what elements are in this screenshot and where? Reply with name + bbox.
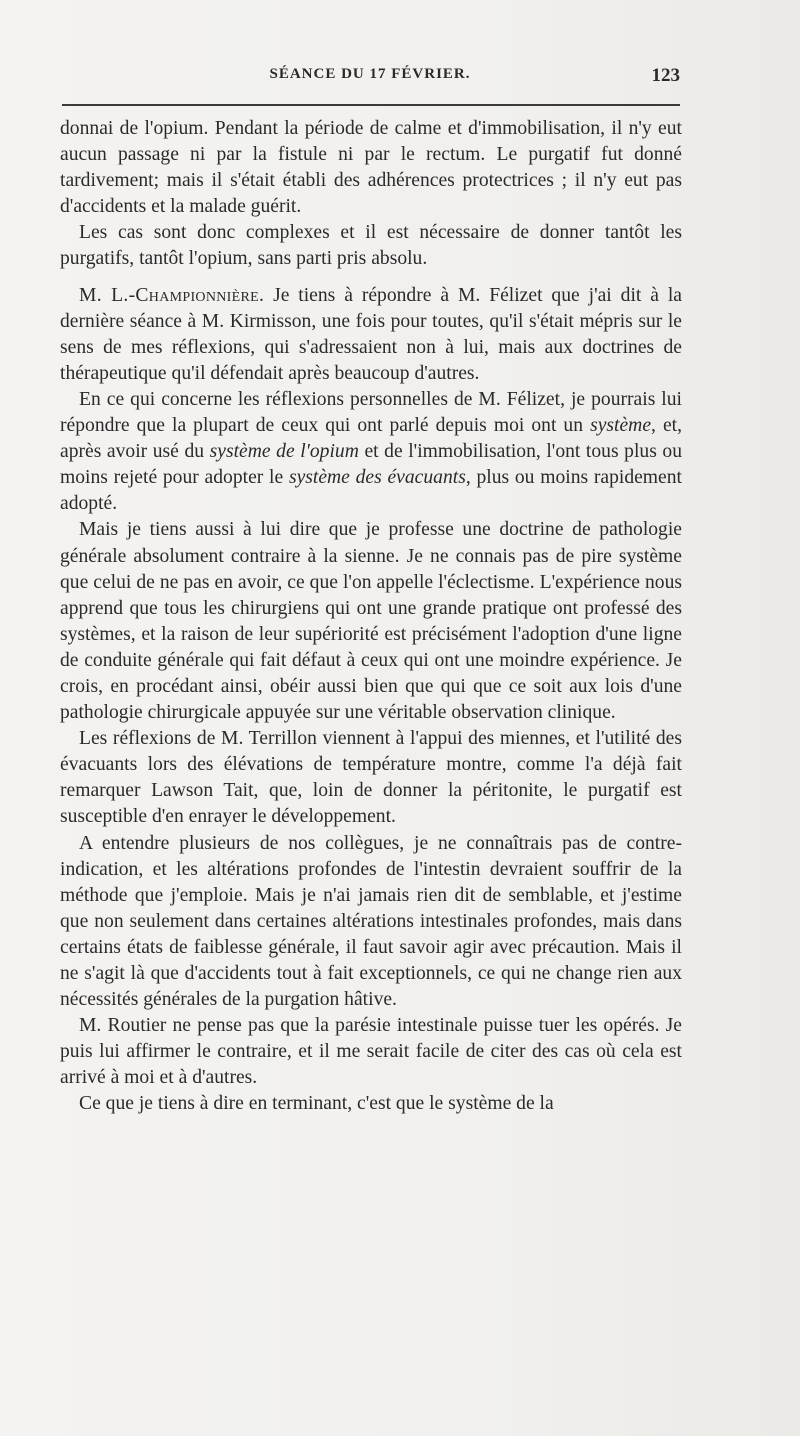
speech-text: Je tiens à répondre à M. Félizet que j'ai dit à la dernière séance à M. Kirmisson, une fois pour toutes, qu'il s'était mépris sur le sens de mes réflexions, qui s'adressaient non à lui, mais aux doctrines de thérapeutique qu'il défendait après beaucoup d'autres. <box>60 284 682 384</box>
speaker-name: M. L.-Championnière. <box>79 284 265 306</box>
paragraph: Mais je tiens aussi à lui dire que je professe une doctrine de pathologie générale absolument contraire à la sienne. Je ne connais pas de pire système que celui de ne pas en avoir, ce que l'on appelle l'éclectisme. L'expérience nous apprend que tous les chirurgiens qui ont une grande pratique ont professé des systèmes, et la raison de leur supériorité est précisément l'adoption d'une ligne de conduite générale qui fait défaut à ceux qui ont une moindre expérience. Je crois, en procédant ainsi, obéir aussi bien que qui que ce soit aux lois d'une pathologie chirurgicale appuyée sur une véritable observation clinique. <box>60 519 682 724</box>
paragraph: A entendre plusieurs de nos collègues, je ne connaîtrais pas de contre-indication, et les altérations profondes de l'intestin devraient souffrir de la méthode que j'emploie. Mais je n'ai jamais rien dit de semblable, et j'estime que non seulement dans certaines altérations intestinales profondes, mais dans certains états de faiblesse générale, il faut savoir agir avec précaution. Mais il ne s'agit là que d'accidents tout à fait exceptionnels, ce qui ne change rien aux nécessités générales de la purgation hâtive. <box>60 832 682 1011</box>
header-rule <box>62 104 680 106</box>
text-run: , plus ou moins rapidement adopté. <box>60 467 682 515</box>
text-run: En ce qui concerne les réflexions personnelles de M. Félizet, je pourrais lui répondre que la plupart de ceux qui ont parlé depuis moi ont un <box>60 388 682 437</box>
paragraph <box>60 387 682 517</box>
paragraph: Les cas sont donc complexes et il est nécessaire de donner tantôt les purgatifs, tantôt l'opium, sans parti pris absolu. <box>60 222 682 270</box>
text-run: et de l'immobilisation, l'ont tous plus ou moins rejeté pour adopter le <box>60 441 683 489</box>
paragraph: Les réflexions de M. Terrillon viennent à l'appui des miennes, et l'utilité des évacuants lors des élévations de température montre, comme l'a déjà fait remarquer Lawson Tait, que, loin de donner la péritonite, le purgatif est susceptible d'en enrayer le développement. <box>60 728 682 828</box>
italic-term: système <box>590 415 652 437</box>
italic-term: système des évacuants <box>288 467 466 489</box>
paragraph-gap <box>60 273 682 283</box>
body-text <box>60 116 682 1118</box>
page-number: 123 <box>651 65 680 86</box>
paragraph-speech <box>60 283 682 387</box>
italic-term: système de l'opium <box>209 441 359 463</box>
text-run: , et, après avoir usé du <box>60 415 682 463</box>
page-header <box>60 66 680 96</box>
paragraph: M. Routier ne pense pas que la parésie intestinale puisse tuer les opérés. Je puis lui affirmer le contraire, et il me serait facile de citer des cas où cela est arrivé à moi et à d'autres. <box>60 1015 682 1089</box>
running-head: SÉANCE DU 17 FÉVRIER. <box>269 66 471 82</box>
paragraph-continued: donnai de l'opium. Pendant la période de calme et d'immobilisation, il n'y eut aucun passage ni par la fistule ni par le rectum. Le purgatif fut donné tardivement; mais il s'était établi des adhérences protectrices ; il n'y eut pas d'accidents et la malade guérit. <box>60 118 682 218</box>
paragraph-continues: Ce que je tiens à dire en terminant, c'est que le système de la <box>79 1093 554 1115</box>
